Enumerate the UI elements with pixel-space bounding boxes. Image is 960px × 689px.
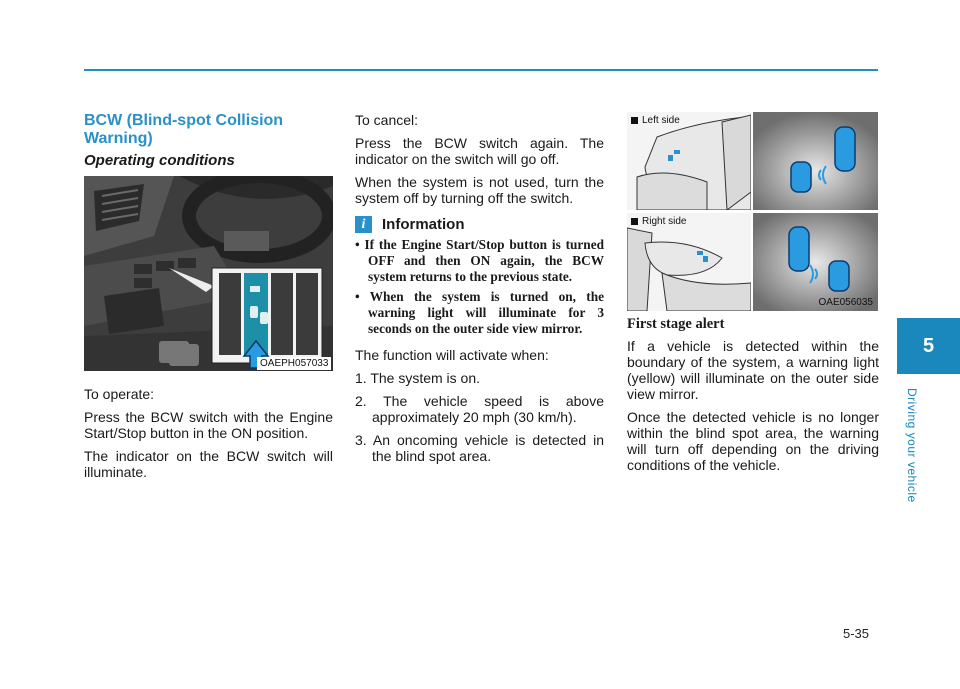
paragraph: If a vehicle is detected within the boundary of the system, a warning light (yellow) will illuminate on the outer side view mirror. — [627, 338, 879, 402]
activation-conditions — [355, 370, 604, 464]
left-radar-illustration — [753, 112, 878, 210]
left-mirror-illustration — [627, 112, 751, 210]
left-mirror-panel — [627, 112, 751, 210]
right-mirror-panel — [627, 213, 751, 311]
paragraph: When the system is not used, turn the system off by turning off the switch. — [355, 174, 604, 206]
column-1-text — [84, 386, 333, 487]
information-title: Information — [382, 215, 465, 233]
first-stage-heading: First stage alert — [627, 316, 725, 332]
paragraph: The indicator on the BCW switch will illuminate. — [84, 448, 333, 480]
paragraph: The function will activate when: — [355, 347, 549, 363]
left-side-label: Left side — [631, 115, 680, 126]
section-title: BCW (Blind-spot Collision Warning) — [84, 112, 284, 147]
information-heading — [355, 216, 604, 233]
chapter-number-tab: 5 — [897, 318, 960, 374]
blind-spot-figure — [627, 112, 878, 311]
information-icon: i — [355, 216, 372, 233]
right-radar-panel — [753, 213, 878, 311]
page-number: 5-35 — [843, 626, 870, 641]
paragraph: To cancel: — [355, 112, 419, 128]
left-radar-panel — [753, 112, 878, 210]
figure-code: OAEPH057033 — [257, 357, 331, 370]
dashboard-illustration — [84, 176, 333, 371]
figure-code: OAE056035 — [818, 297, 873, 308]
column-2-text — [355, 112, 604, 471]
header-rule — [84, 69, 878, 71]
square-bullet-icon — [631, 218, 638, 225]
list-item: 3. An oncoming vehicle is detected in the blind spot area. — [355, 432, 604, 464]
chapter-label: Driving your vehicle — [905, 388, 919, 503]
paragraph: Once the detected vehicle is no longer within the blind spot area, the warning will turn off depending on the driving conditions of the vehicle. — [627, 409, 879, 473]
right-mirror-illustration — [627, 213, 751, 311]
paragraph: To operate: — [84, 386, 155, 402]
square-bullet-icon — [631, 117, 638, 124]
paragraph: Press the BCW switch with the Engine Start/Stop button in the ON position. — [84, 409, 333, 441]
list-item: • When the system is turned on, the warning light will illuminate for 3 seconds on the outer side view mirror. — [355, 289, 604, 336]
bcw-switch-figure — [84, 176, 333, 371]
list-item: • If the Engine Start/Stop button is turned OFF and then ON again, the BCW system returns to the previous state. — [355, 237, 604, 284]
right-side-label: Right side — [631, 216, 686, 227]
paragraph: Press the BCW switch again. The indicator on the switch will go off. — [355, 135, 604, 167]
list-item: 2. The vehicle speed is above approximately 20 mph (30 km/h). — [355, 393, 604, 425]
list-item: 1. The system is on. — [355, 370, 481, 386]
column-3-text — [627, 316, 879, 480]
subsection-title: Operating conditions — [84, 152, 235, 169]
information-bullets — [355, 237, 604, 337]
